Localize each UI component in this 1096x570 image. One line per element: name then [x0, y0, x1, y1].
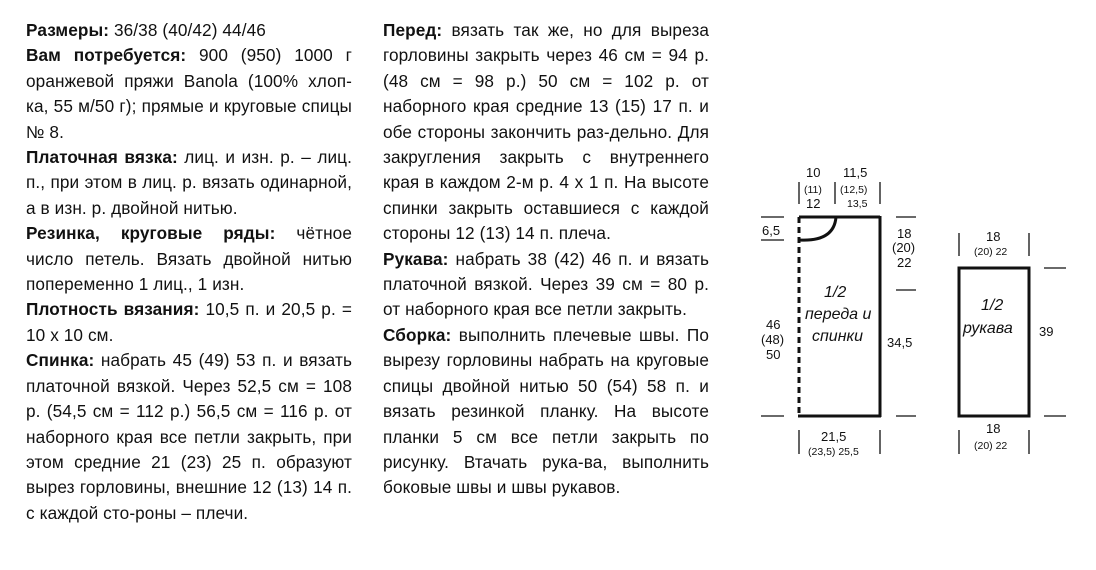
shoulder-width-alt: (12,5): [840, 184, 868, 196]
height-label-c: 50: [766, 347, 781, 362]
sleeve-length-label: 39: [1039, 324, 1054, 339]
sleeve-piece-label-2: рукава: [963, 320, 1013, 337]
assembly-text: выполнить плечевые швы. По вырезу горловины набрать на круговые спицы двойной нитью 50 (54) 58 п. и вязать резинкой планку. На высоте планки 5 см все петли закрыть по рисунку. Втачать рука-ва, выполнить боковые швы и швы рукавов.: [383, 324, 709, 498]
sleeves-text: набрать 38 (42) 46 п. и вязать платочной вязкой. Через 39 см = 80 р. от наборного края все петли закрыть.: [383, 248, 709, 320]
sleeve-schematic: [959, 229, 1066, 454]
sizes-label: Размеры:: [26, 20, 110, 40]
sleeve-top-width-alt: (20) 22: [974, 246, 1008, 258]
gauge-label: Плотность вязания:: [26, 299, 200, 320]
back-text: набрать 45 (49) 53 п. и вязать платочной вязкой. Через 52,5 см = 108 р. (54,5 см = 112 р.) 56,5 см = 116 р. от наборного края все петли закрыть, при этом средние 21 (23) 25 п. образуют вырез горловины, внешние 12 (13) 14 п. с каждой сто-роны – плечи.: [26, 350, 352, 523]
front-label: Перед:: [383, 20, 443, 40]
neck-width-big: 12: [806, 196, 821, 211]
sleeves-label: Рукава:: [383, 248, 449, 269]
body-piece-label-2: переда и: [805, 306, 872, 323]
sleeve-outline: [959, 268, 1029, 416]
shoulder-width-big: 13,5: [847, 198, 868, 210]
neck-width-alt: (11): [804, 184, 822, 196]
materials-label: Вам потребуется:: [26, 45, 187, 66]
body-piece-label-3: спинки: [812, 328, 863, 345]
armhole-label-b: (20): [892, 240, 916, 255]
shoulder-width-label: 11,5: [843, 165, 868, 180]
rib-label: Резинка, круговые ряды:: [26, 223, 276, 244]
front-text: вязать так же, но для выреза горловины закрыть через 46 см = 94 р. (48 см = 98 р.) 50 см = 102 р. от наборного края средние 13 (15) 17 п. и обе стороны закончить раз-дельно. Для закругления закрыть с внутреннего края в каждом 2-м р. 4 х 1 п. На высоте спинки закрыть оставшиеся с каждой стороны 12 (13) 14 п. плеча.: [383, 20, 709, 244]
bottom-width-alt: (23,5) 25,5: [808, 446, 859, 458]
neck-depth-label: 6,5: [762, 223, 781, 238]
sleeve-bottom-width-label: 18: [986, 421, 1001, 436]
side-height-label: 34,5: [887, 335, 913, 350]
armhole-label-c: 22: [897, 255, 912, 270]
armhole-label-a: 18: [897, 226, 912, 241]
garter-text: лиц. и изн. р. – лиц. п., при этом в лиц. р. вязать одинарной, а в изн. р. двойной нитью.: [26, 147, 352, 218]
assembly-label: Сборка:: [383, 324, 452, 345]
sleeve-bottom-width-alt: (20) 22: [974, 440, 1008, 452]
sizes-text: 36/38 (40/42) 44/46: [109, 20, 266, 40]
sleeve-top-width-label: 18: [986, 229, 1001, 244]
height-label-b: (48): [761, 332, 785, 347]
sleeve-piece-label-1: 1/2: [981, 297, 1004, 314]
rib-text: чётное число петель. Вязать двойной нитью попеременно 1 лиц., 1 изн.: [26, 223, 352, 295]
neckline-curve: [799, 217, 836, 240]
height-label-a: 46: [766, 317, 781, 332]
body-schematic: [761, 165, 916, 458]
garter-label: Платочная вязка:: [26, 147, 178, 168]
bottom-width-label: 21,5: [821, 429, 847, 444]
back-label: Спинка:: [26, 350, 95, 371]
body-piece-label-1: 1/2: [824, 284, 847, 301]
gauge-text: 10,5 п. и 20,5 р. = 10 х 10 см.: [26, 299, 352, 345]
neck-width-label: 10: [806, 165, 821, 180]
materials-text: 900 (950) 1000 г оранжевой пряжи Banola (100% хлоп-ка, 55 м/50 г); прямые и круговые спицы № 8.: [26, 45, 352, 142]
